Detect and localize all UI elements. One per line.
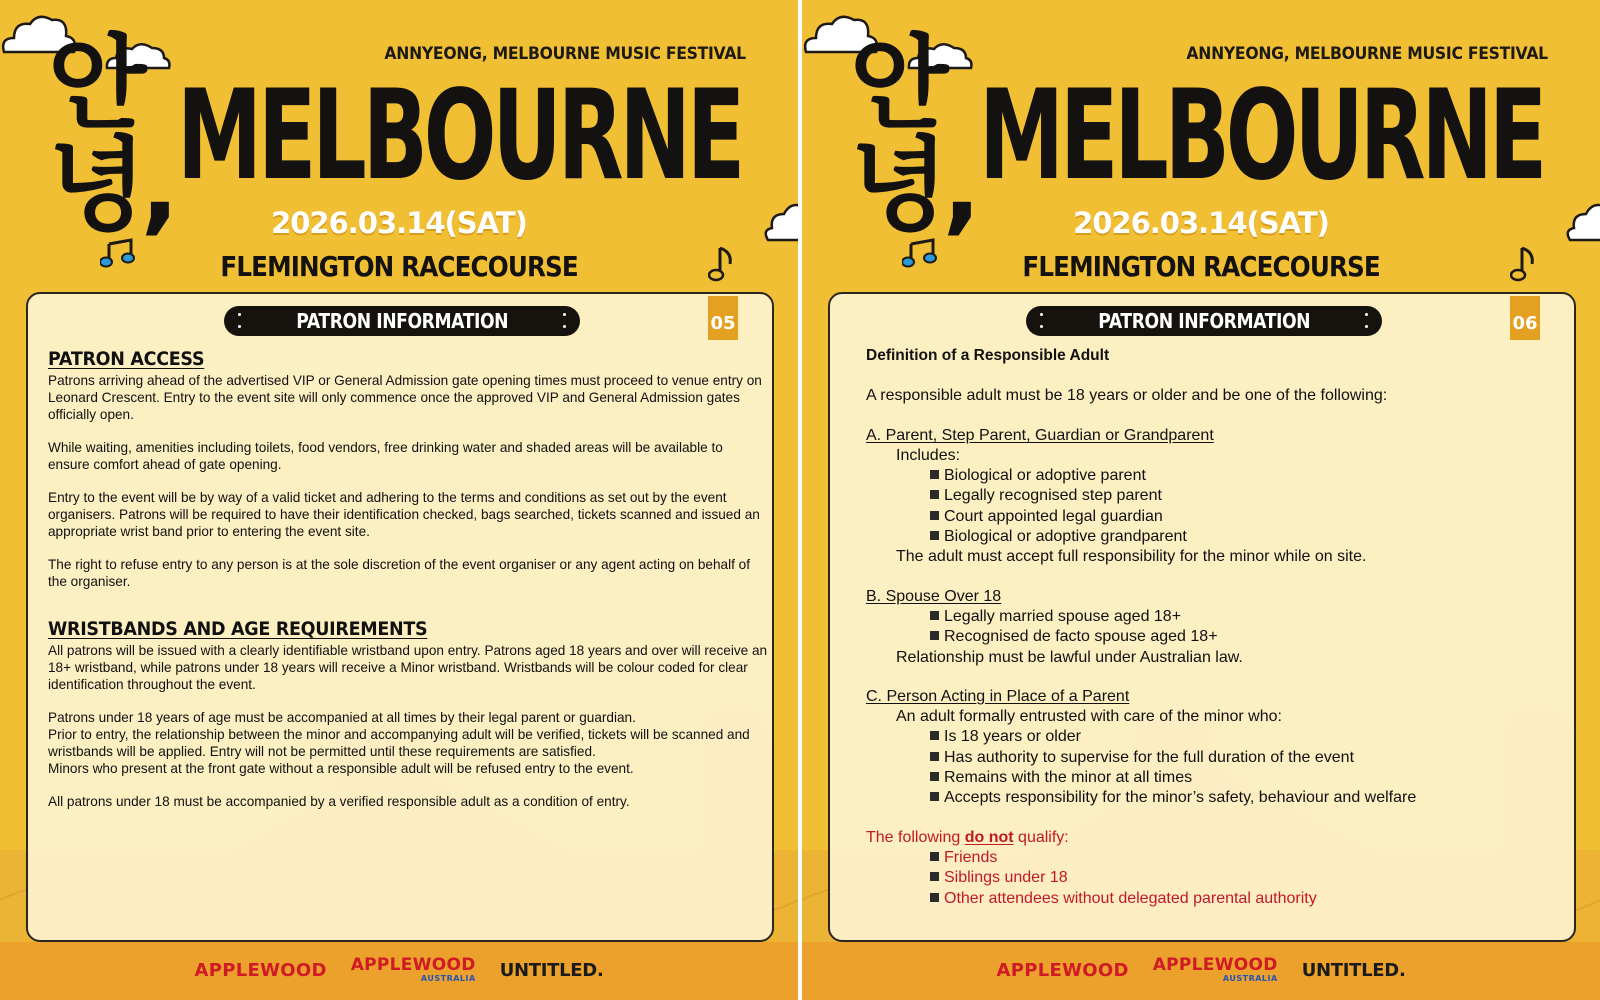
heading-patron-access: PATRON ACCESS	[48, 348, 205, 370]
section-label: PATRON INFORMATION	[296, 309, 508, 333]
bullet-square-icon	[930, 731, 939, 740]
section-label: PATRON INFORMATION	[1098, 309, 1310, 333]
paragraph: Prior to entry, the relationship between the minor and accompanying adult will be verified, tickets will be scanned and wristbands will be applied. Entry will not be permitted until these requirements are satisfied.	[48, 727, 750, 759]
definition-intro: A responsible adult must be 18 years or older and be one of the following:	[866, 387, 1388, 405]
list-item	[866, 627, 1556, 647]
list-item	[866, 607, 1556, 627]
section-pill	[1026, 306, 1382, 336]
title-melbourne: MELBOURNE	[979, 64, 1544, 208]
info-panel	[828, 292, 1576, 942]
bullet-square-icon	[930, 872, 939, 881]
festival-subtitle: ANNYEONG, MELBOURNE MUSIC FESTIVAL	[384, 44, 746, 64]
list-item	[866, 868, 1556, 888]
list-item-text: Is 18 years or older	[944, 728, 1081, 746]
not-qualify-heading	[866, 828, 1556, 848]
not-qualify-prefix: The following	[866, 828, 965, 846]
heading-wristbands: WRISTBANDS AND AGE REQUIREMENTS	[48, 618, 428, 640]
list-item	[866, 527, 1556, 547]
list-item	[866, 788, 1556, 808]
list-item-text: Accepts responsibility for the minor’s safety, behaviour and welfare	[944, 789, 1417, 807]
list-item-text: Legally recognised step parent	[944, 487, 1162, 505]
logo-applewood-australia	[351, 956, 476, 983]
section-a-heading: A. Parent, Step Parent, Guardian or Grandparent	[866, 426, 1214, 444]
festival-subtitle: ANNYEONG, MELBOURNE MUSIC FESTIVAL	[1186, 44, 1548, 64]
section-b-heading: B. Spouse Over 18	[866, 587, 1002, 605]
bullet-square-icon	[930, 531, 939, 540]
list-item	[866, 486, 1556, 506]
music-note-icon	[1510, 246, 1536, 282]
left-content	[48, 348, 768, 826]
list-item-text: Biological or adoptive parent	[944, 467, 1146, 485]
page-number: 06	[1510, 296, 1540, 340]
paragraph: While waiting, amenities including toilets, food vendors, free drinking water and shaded areas will be available to ensure comfort ahead of gate opening.	[48, 440, 723, 472]
paragraph: Patrons under 18 years of age must be accompanied at all times by their legal parent or guardian.	[48, 710, 636, 725]
list-item	[866, 848, 1556, 868]
section-pill	[224, 306, 580, 336]
bullet-square-icon	[930, 611, 939, 620]
logo-text: AUSTRALIA	[420, 974, 476, 983]
music-note-icon	[902, 238, 938, 268]
list-item-text: Court appointed legal guardian	[944, 507, 1163, 525]
sponsor-logos	[802, 956, 1600, 986]
music-note-icon	[100, 238, 136, 268]
list-item-text: Friends	[944, 848, 998, 866]
list-item-text: Legally married spouse aged 18+	[944, 607, 1182, 625]
paragraph: Entry to the event will be by way of a valid ticket and adhering to the terms and conditions as set out by the event organisers. Patrons will be required to have their identification checked, bags searched, tickets scanned and issued an appropriate wrist band prior to entering the event site.	[48, 490, 760, 539]
venue-label: FLEMINGTON RACECOURSE	[220, 250, 578, 283]
section-a-note: The adult must accept full responsibility for the minor while on site.	[896, 548, 1367, 566]
section-c-heading: C. Person Acting in Place of a Parent	[866, 687, 1130, 705]
section-a-includes: Includes:	[896, 446, 961, 464]
logo-text: AUSTRALIA	[1222, 974, 1278, 983]
list-item	[866, 727, 1556, 747]
logo-text: APPLEWOOD	[350, 955, 476, 975]
bullet-square-icon	[930, 772, 939, 781]
paragraph: All patrons under 18 must be accompanied by a verified responsible adult as a condition of entry.	[48, 794, 630, 809]
list-item	[866, 507, 1556, 527]
not-qualify-emphasis: do not	[964, 828, 1014, 846]
poster-page-06	[802, 0, 1600, 1000]
music-note-icon	[708, 246, 734, 282]
bullet-square-icon	[930, 511, 939, 520]
paragraph: Minors who present at the front gate without a responsible adult will be refused entry to the event.	[48, 761, 634, 776]
paragraph: The right to refuse entry to any person is at the sole discretion of the event organiser or any agent acting on behalf of the organiser.	[48, 557, 751, 589]
poster-page-05	[0, 0, 798, 1000]
logo-applewood: APPLEWOOD	[194, 960, 327, 981]
list-item	[866, 466, 1556, 486]
section-c-intro: An adult formally entrusted with care of the minor who:	[896, 708, 1282, 726]
list-item-text: Other attendees without delegated parental authority	[944, 889, 1317, 907]
right-content	[866, 346, 1556, 909]
bullet-square-icon	[930, 792, 939, 801]
title-korean: 안녕,	[850, 25, 976, 246]
bullet-square-icon	[930, 893, 939, 902]
title-melbourne: MELBOURNE	[177, 64, 742, 208]
definition-title: Definition of a Responsible Adult	[866, 347, 1110, 364]
bullet-square-icon	[930, 631, 939, 640]
paragraph: Patrons arriving ahead of the advertised VIP or General Admission gate opening times must proceed to venue entry on Leonard Crescent. Entry to the event site will only commence once the approved VIP and General Admission gates officially open.	[48, 373, 762, 422]
logo-text: APPLEWOOD	[1152, 955, 1278, 975]
sponsor-logos	[0, 956, 798, 986]
venue-label: FLEMINGTON RACECOURSE	[1022, 250, 1380, 283]
list-item	[866, 889, 1556, 909]
event-date: 2026.03.14(SAT)	[271, 206, 527, 240]
title-korean: 안녕,	[48, 25, 174, 246]
logo-applewood-australia	[1153, 956, 1278, 983]
list-item-text: Biological or adoptive grandparent	[944, 528, 1187, 546]
list-item-text: Recognised de facto spouse aged 18+	[944, 628, 1218, 646]
logo-untitled: UNTITLED.	[1301, 960, 1406, 981]
list-item-text: Remains with the minor at all times	[944, 769, 1193, 787]
logo-untitled: UNTITLED.	[499, 960, 604, 981]
event-date: 2026.03.14(SAT)	[1073, 206, 1329, 240]
paragraph: All patrons will be issued with a clearly identifiable wristband upon entry. Patrons aged 18 years and over will receive an 18+ wristband, while patrons under 18 years will receive a Minor wristband. Wristbands will be colour coded for clear identification throughout the event.	[48, 643, 768, 692]
list-item-text: Siblings under 18	[944, 869, 1068, 887]
bullet-square-icon	[930, 752, 939, 761]
bullet-square-icon	[930, 852, 939, 861]
list-item	[866, 748, 1556, 768]
info-panel	[26, 292, 774, 942]
list-item	[866, 768, 1556, 788]
section-b-note: Relationship must be lawful under Australian law.	[896, 648, 1243, 666]
not-qualify-suffix: qualify:	[1013, 828, 1069, 846]
logo-applewood: APPLEWOOD	[996, 960, 1129, 981]
bullet-square-icon	[930, 470, 939, 479]
bullet-square-icon	[930, 490, 939, 499]
list-item-text: Has authority to supervise for the full duration of the event	[944, 748, 1355, 766]
page-number: 05	[708, 296, 738, 340]
